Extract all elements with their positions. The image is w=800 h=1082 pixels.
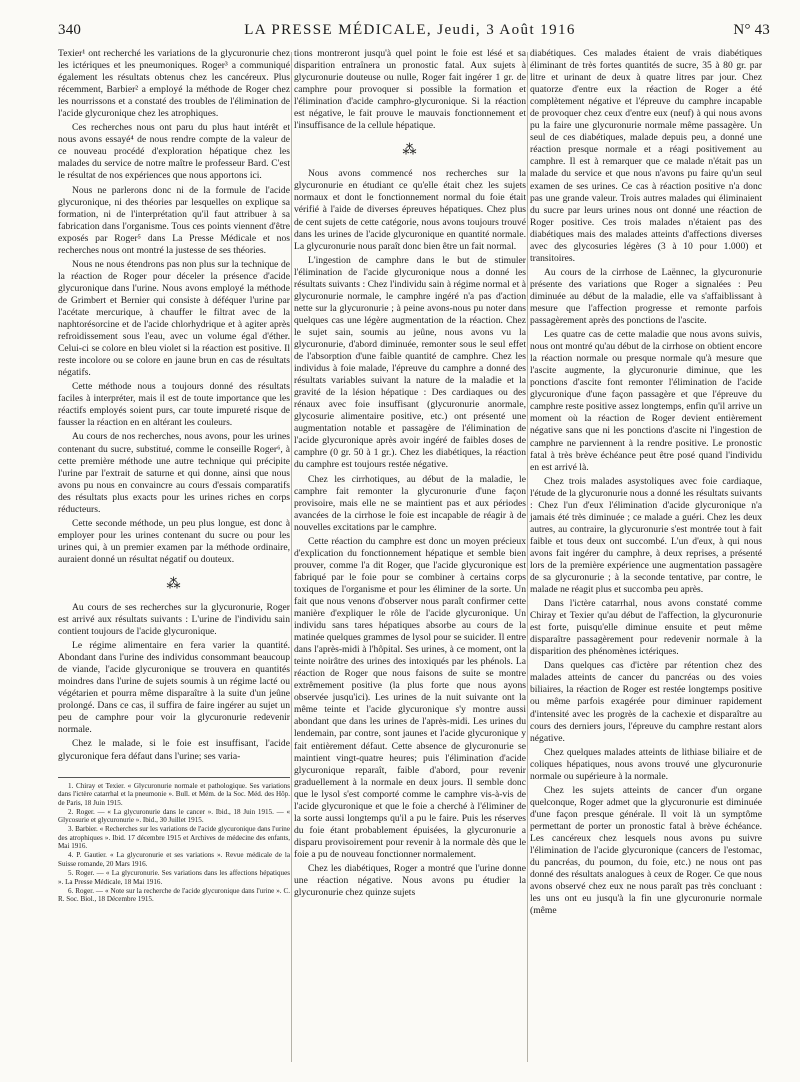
footnotes bbox=[58, 782, 290, 904]
paragraph: Chez trois malades asystoliques avec foie cardiaque, l'étude de la glycuronurie nous a donné les résultats suivants : Chez l'un d'eux l'élimination d'acide glycuronique n'a jamais été très diminuée ; ce malade a guéri. Chez les deux autres, au contraire, la glycuronurie s'est montrée tout à fait faible et tous deux ont succombé. L'un d'eux, à qui nous avons fait ingérer du camphre, à deux reprises, a présenté lors de la première expérience une augmentation passagère de sa glycuronurie ; à la seconde tentative, par contre, le malade ne réagit plus et succomba peu après. bbox=[530, 475, 762, 596]
running-head: LA PRESSE MÉDICALE, Jeudi, 3 Août 1916 bbox=[244, 22, 576, 38]
paragraph: Chez les diabétiques, Roger a montré que l'urine donne une réaction négative. Nous avons pu étudier la glycuronurie chez quinze sujets bbox=[294, 863, 526, 899]
paragraph: Les quatre cas de cette maladie que nous avons suivis, nous ont montré qu'au début de la cirrhose on obtient encore la réaction normale ou presque normale qu'à mesure que l'ascite augmente, la glycuronurie diminue, que les ponctions d'ascite font remonter l'élimination de l'acide glycuronique d'une façon passagère et que l'épreuve du camphre reste positive assez longtemps, enfin qu'il arrive un moment où la réaction de Roger devient entièrement négative sans que ni les ponctions d'ascite ni l'ingestion de camphre ne parviennent à la rendre positive. Le pronostic fatal à très brève échéance peut être posé quand l'individu en est arrivé là. bbox=[530, 329, 762, 473]
paragraph: Chez les cirrhotiques, au début de la maladie, le camphre fait remonter la glycuronurie d'une façon provisoire, mais elle ne se maintient pas et aux périodes avancées de la cirrhose le foie est incapable de réagir à de nouvelles excitations par le camphre. bbox=[294, 473, 526, 533]
issue-number: N° 43 bbox=[733, 22, 770, 38]
paragraph: Le régime alimentaire en fera varier la quantité. Abondant dans l'urine des individus consommant beaucoup de viande, l'acide glycuronique se trouvera en quantités moindres dans l'urine de sujets soumis à un régime lacté ou végétarien et pourra même disparaître à la suite d'un jeûne prolongé. Dans ce cas, il suffira de faire ingérer au sujet un peu de camphre pour voir la glycuronurie redevenir normale. bbox=[58, 640, 290, 736]
page-header bbox=[50, 22, 770, 42]
footnote-rule bbox=[58, 777, 290, 778]
page-number: 340 bbox=[58, 22, 82, 38]
column-divider bbox=[527, 52, 528, 1062]
paragraph: Chez les sujets atteints de cancer d'un organe quelconque, Roger admet que la glycuronurie est diminuée d'une façon presque générale. Il voit là un symptôme permettant de porter un pronostic fatal à brève échéance. Les cancéreux chez lesquels nous avons pu suivre l'élimination de l'acide glycuronique (cancers de l'estomac, du pancréas, du poumon, du foie, etc.) ne nous ont pas donné des résultats analogues à ceux de Roger. Ce que nous avons observé chez eux ne nous paraît pas très concluant : les uns ont eu jusqu'à la fin une glycuronurie normale (même bbox=[530, 784, 762, 917]
paragraph: Au cours de nos recherches, nous avons, pour les urines contenant du sucre, substitué, comme le conseille Roger⁶, à cette première méthode une autre technique qui précipite l'urine par l'extrait de saturne et qui donne, ainsi que nous avons pu nous en convaincre au cours d'essais comparatifs des résultats plus exacts pour les urines riches en corps réducteurs. bbox=[58, 431, 290, 515]
paragraph: Cette seconde méthode, un peu plus longue, est donc à employer pour les urines contenant du sucre ou pour les urines qui, à un premier examen par la méthode ordinaire, auraient donné un résultat négatif ou douteux. bbox=[58, 517, 290, 565]
column-2 bbox=[294, 48, 526, 899]
paragraph: tions montreront jusqu'à quel point le foie est lésé et sa disparition entraînera un pronostic fatal. Aux sujets à glycuronurie douteuse ou nulle, Roger fait ingérer 1 gr. de camphre pour provoquer si possible la formation et l'élimination d'acide camphro-glycuronique. Si la réaction est négative, le fait prouve le mauvais fonctionnement et l'insuffisance de la cellule hépatique. bbox=[294, 48, 526, 132]
paragraph: Nous ne nous étendrons pas non plus sur la technique de la réaction de Roger pour déceler la présence d'acide glycuronique dans l'urine. Nous avons employé la méthode de Grimbert et Bernier qui consiste à déféquer l'urine par l'acétate mercurique, à chauffer le filtrat avec de la naphtorésorcine et de l'acide chlorhydrique et à agiter après refroidissement sous l'eau, avec un volume égal d'éther. Celui-ci se colore en bleu violet si la réaction est positive. Il reste incolore ou se colore en jaune brun en cas de résultats négatifs. bbox=[58, 258, 290, 379]
footnote: 2. Roger. — « La glycuronurie dans le cancer ». Ibid., 18 Juin 1915. — « Glycosurie et glycuronurie ». Ibid., 30 Juillet 1915. bbox=[58, 807, 290, 825]
footnote: 3. Barbier. « Recherches sur les variations de l'acide glycuronique dans l'urine des atrophiques ». Ibid. 17 décembre 1915 et Archives de médecine des enfants, Mai 1916. bbox=[58, 825, 290, 851]
paragraph: Nous ne parlerons donc ni de la formule de l'acide glycuronique, ni des théories par lesquelles on explique sa formation, ni de l'interprétation qu'il faut attribuer à sa fabrication dans l'organisme. Tous ces points viennent d'être exposés par Roger⁵ dans La Presse Médicale et nos recherches nous ont montré la justesse de ses théories. bbox=[58, 184, 290, 256]
paragraph: Nous avons commencé nos recherches sur la glycuronurie en étudiant ce qu'elle était chez les sujets normaux et dont le fonctionnement normal du foie était vérifié à l'aide de diverses épreuves hépatiques. Chez plus de cent sujets de cette catégorie, nous avons toujours trouvé dans les urines de l'acide glycuronique en quantité normale. La glycuronurie nous paraît donc bien être un fait normal. bbox=[294, 168, 526, 252]
footnote: 5. Roger. — « La glycuronurie. Ses variations dans les affections hépatiques ». La Presse Médicale, 18 Mai 1916. bbox=[58, 869, 290, 886]
paragraph: Dans l'ictère catarrhal, nous avons constaté comme Chiray et Texier qu'au début de l'affection, la glycuronurie est forte, puisqu'elle diminue ensuite et peut même disparaître passagèrement pour redevenir normale à la disparition des phénomènes ictériques. bbox=[530, 598, 762, 658]
paragraph: Ces recherches nous ont paru du plus haut intérêt et nous avons essayé⁴ de nous rendre compte de la valeur de ce nouveau procédé d'exploration hépatique chez les malades du service de notre maître le professeur Bard. C'est le résultat de nos expériences que nous apportons ici. bbox=[58, 122, 290, 182]
paragraph: L'ingestion de camphre dans le but de stimuler l'élimination de l'acide glycuronique nous a donné les résultats suivants : Chez l'individu sain à régime normal et à glycuronurie normale, le camphre ingéré n'a pas d'action nette sur la glycuronurie ; à peine avons-nous pu noter dans quelques cas une légère augmentation de la réaction. Chez le sujet sain, soumis au jeûne, nous avons vu la glycuronurie, d'abord diminuée, remonter sous le seul effet de l'absorption d'une faible quantité de camphre. Chez les individus à foie malade, l'épreuve du camphre a donné des résultats variables suivant la nature de la maladie et la gravité de la lésion hépatique : Des cardiaques ou des rénaux avec foie insuffisant (glycuronurie anormale, glycosurie alimentaire positive, etc.) ont présenté une augmentation notable et passagère de l'élimination de l'acide glycuronique après avoir ingéré de faibles doses de camphre (0 gr. 50 à 1 gr.). Chez les diabétiques, la réaction du camphre est toujours restée négative. bbox=[294, 254, 526, 471]
footnote: 1. Chiray et Texier. « Glycuronurie normale et pathologique. Ses variations dans l'ictère catarrhal et la pneumonie ». Bull. et Mém. de la Soc. Méd. des Hôp. de Paris, 18 Juin 1915. bbox=[58, 781, 290, 807]
column-divider bbox=[291, 52, 292, 1062]
section-asterism: ⁂ bbox=[402, 143, 418, 159]
paragraph: Au cours de ses recherches sur la glycuronurie, Roger est arrivé aux résultats suivants : L'urine de l'individu sain contient toujours de l'acide glycuronique. bbox=[58, 601, 290, 638]
paragraph: Chez quelques malades atteints de lithiase biliaire et de coliques hépatiques, nous avons trouvé une glycuronurie normale ou supérieure à la normale. bbox=[530, 746, 762, 782]
paragraph: Chez le malade, si le foie est insuffisant, l'acide glycuronique fera défaut dans l'urine; ses varia- bbox=[58, 738, 290, 762]
paragraph: Dans quelques cas d'ictère par rétention chez des malades atteints de cancer du pancréas ou des voies biliaires, la réaction de Roger est restée longtemps positive ou même parfois exagérée pour diminuer rapidement d'intensité avec les progrès de la cachexie et disparaître au cours des derniers jours, l'épreuve du camphre restant alors négative. bbox=[530, 660, 762, 744]
paragraph: Texier¹ ont recherché les variations de la glycuronurie chez les ictériques et les pneumoniques. Roger³ a communiqué également les résultats obtenus chez les cancéreux. Plus récemment, Barbier² a employé la méthode de Roger chez les nourrissons et a constaté des troubles de l'élimination de l'acide glycuronique chez les atrophiques. bbox=[58, 48, 290, 120]
footnote: 6. Roger. — « Note sur la recherche de l'acide glycuronique dans l'urine ». C. R. Soc. Biol., 18 Décembre 1915. bbox=[58, 886, 290, 904]
footnote: 4. P. Gautier. « La glycuronurie et ses variations ». Revue médicale de la Suisse romande, 20 Mars 1916. bbox=[58, 851, 290, 868]
column-3 bbox=[530, 48, 762, 917]
paragraph: diabétiques. Ces malades étaient de vrais diabétiques éliminant de très fortes quantités de sucre, 35 à 80 gr. par litre et urinant de deux à quatre litres par jour. Chez quatorze d'entre eux la réaction de Roger a été complètement négative et l'épreuve du camphre incapable de provoquer chez ceux d'entre eux (neuf) à qui nous avons pu la faire une glycuronurie normale même passagère. Un seul de ces diabétiques, malade depuis peu, a donné une réaction presque normale et a réagi positivement au camphre. Il est à remarquer que ce malade n'était pas un malade du service et que nous n'avons pu faire qu'un seul examen de ses urines. Ce cas à réaction positive n'a donc pas une grande valeur. Trois autres malades qui éliminaient du sucre par leurs urines nous ont donné une réaction de Roger positive. Ces trois malades n'étaient pas des diabétiques mais des malades atteints d'affections diverses avec des glycosuries légères (3 à 10 pour 1.000) et transitoires. bbox=[530, 48, 762, 264]
section-asterism: ⁂ bbox=[166, 576, 182, 592]
paragraph: Cette méthode nous a toujours donné des résultats faciles à interpréter, mais il est de toute importance que les réactifs employés soient purs, car toute impureté risque de fausser la réaction en en altérant les couleurs. bbox=[58, 381, 290, 429]
column-1 bbox=[58, 48, 290, 904]
paragraph: Au cours de la cirrhose de Laënnec, la glycuronurie présente des variations que Roger a signalées : Peu diminuée au début de la maladie, elle va s'affaiblissant à mesure que l'affection progresse et remonte parfois passagèrement après des ponctions de l'ascite. bbox=[530, 266, 762, 327]
paragraph: Cette réaction du camphre est donc un moyen précieux d'explication du fonctionnement hépatique et semble bien prouver, comme l'a dit Roger, que l'acide glycuronique est fabriqué par le foie pour se combiner à certains corps toxiques de l'organisme et pour les éliminer de la sorte. Un fait que nous venons d'observer nous paraît confirmer cette manière d'expliquer le rôle de l'acide glycuronique. Un individu sans tares hépatiques absorbe au cours de la matinée quelques grammes de lysol pour se suicider. Il entre dans l'après-midi à l'hôpital. Ses urines, à ce moment, ont la teinte noirâtre des urines des intoxiqués par les phénols. La réaction de Roger que nous faisons de suite se montre extrêmement positive (la plus forte que nous ayons observée jusqu'ici). Les urines de la nuit suivante ont la même teinte et l'acide glycuronique s'y montre aussi abondant que dans les urines de l'après-midi. Les urines du lendemain, par contre, sont jaunes et l'acide glycuronique y fait entièrement défaut. Cette absence de glycuronurie se maintient vingt-quatre heures; puis l'élimination d'acide glycuronique reparaît, faible d'abord, pour revenir graduellement à la normale en deux jours. Il semble donc que le lysol s'est comporté comme le camphre vis-à-vis de l'acide glycuronique et que le foie a cherché à l'éliminer de la sorte aussi longtemps qu'il a pu le faire. Puis les réserves du foie étant probablement épuisées, la glycuronurie a disparu provisoirement pour revenir à la normale dès que le foie a pu de nouveau fonctionner normalement. bbox=[294, 535, 526, 860]
